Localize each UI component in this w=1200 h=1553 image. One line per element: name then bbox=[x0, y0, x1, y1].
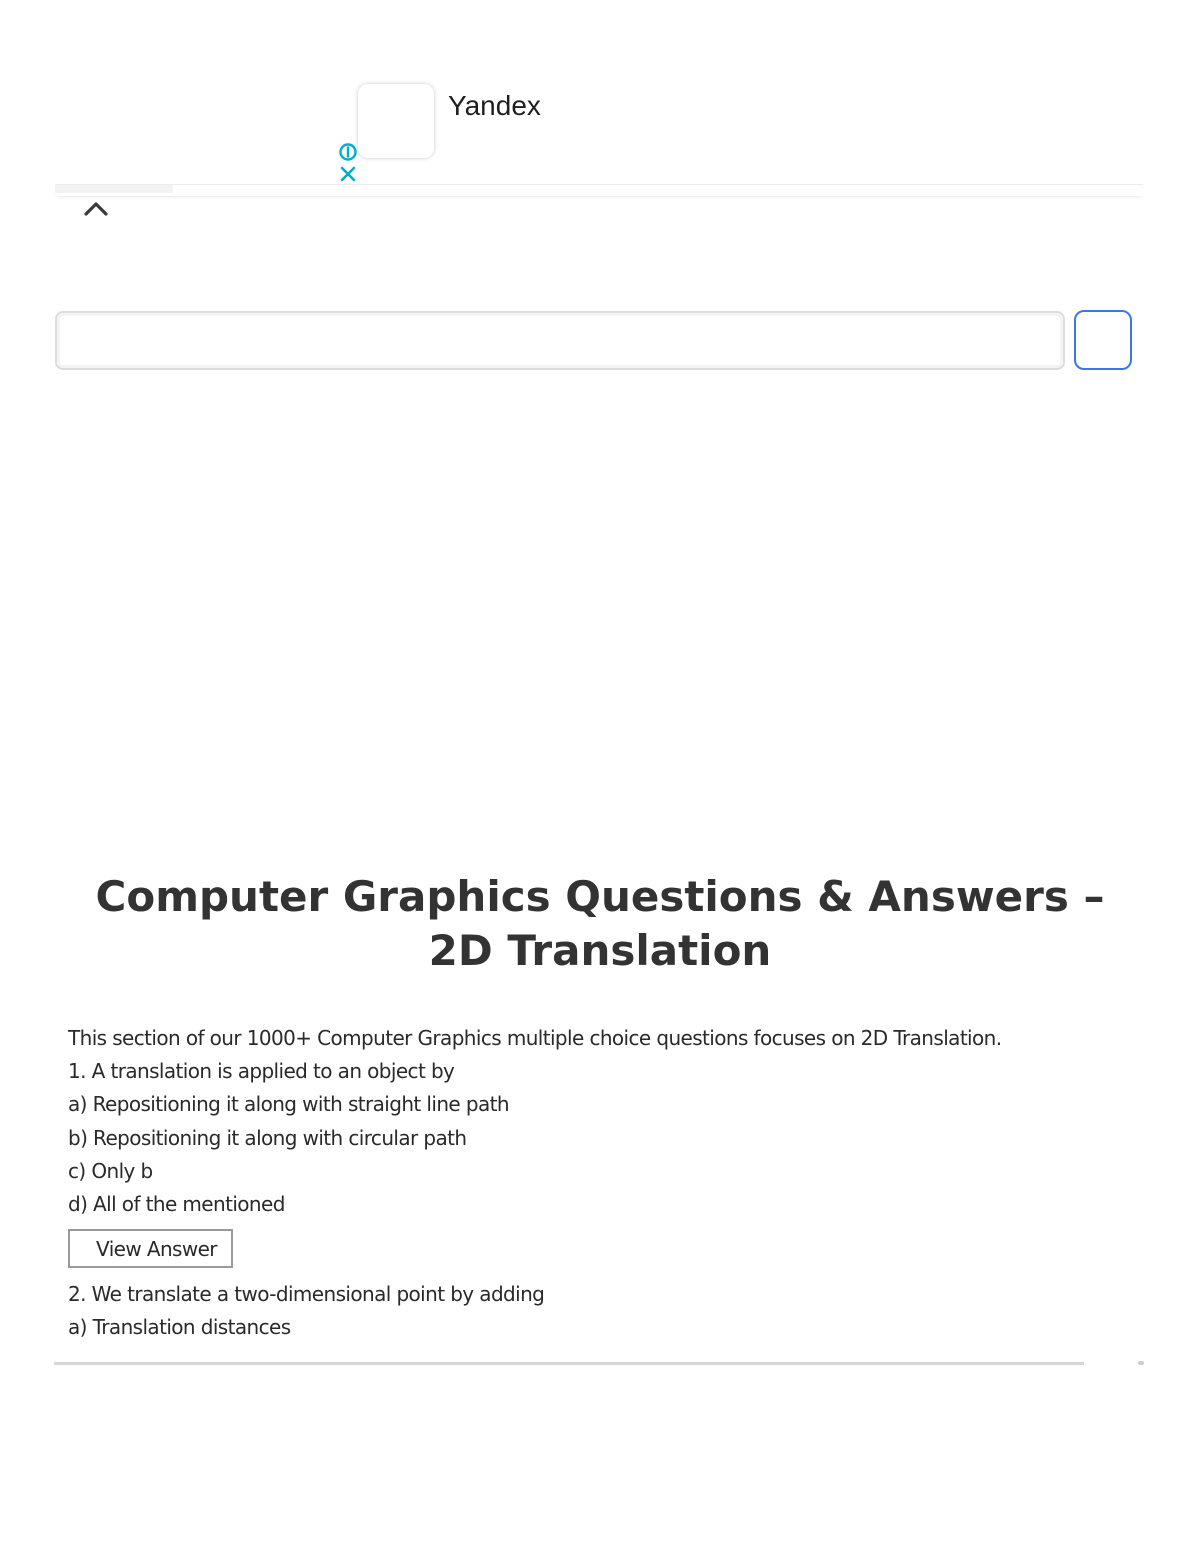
content-fold-edge bbox=[54, 1362, 1084, 1365]
search-input[interactable] bbox=[55, 311, 1065, 370]
answer-option: c) Only b bbox=[68, 1158, 153, 1183]
answer-option: a) Repositioning it along with straight line path bbox=[68, 1092, 509, 1117]
ad-close-icon[interactable] bbox=[338, 164, 358, 184]
scroll-indicator[interactable] bbox=[1138, 1361, 1144, 1365]
article-body bbox=[68, 1022, 1128, 1366]
answer-option: b) Repositioning it along with circular path bbox=[68, 1125, 467, 1150]
ad-brand-text[interactable]: Yandex bbox=[448, 90, 541, 121]
question-text: 1. A translation is applied to an object by bbox=[68, 1059, 455, 1084]
chevron-up-icon[interactable] bbox=[82, 198, 110, 220]
search-button[interactable] bbox=[1074, 310, 1132, 370]
page-title: Computer Graphics Questions & Answers – 2D Translation bbox=[95, 872, 1105, 975]
answer-option: d) All of the mentioned bbox=[68, 1192, 285, 1217]
view-answer-button[interactable]: View Answer bbox=[68, 1229, 233, 1268]
ad-divider bbox=[55, 184, 1143, 196]
question-text: 2. We translate a two-dimensional point by adding bbox=[68, 1282, 545, 1307]
ad-logo-tile[interactable] bbox=[358, 84, 434, 158]
article-intro: This section of our 1000+ Computer Graphics multiple choice questions focuses on 2D Translation. bbox=[68, 1026, 1002, 1050]
ad-info-icon[interactable] bbox=[338, 142, 358, 162]
answer-option: a) Translation distances bbox=[68, 1315, 291, 1340]
ad-divider-segment bbox=[55, 185, 173, 193]
